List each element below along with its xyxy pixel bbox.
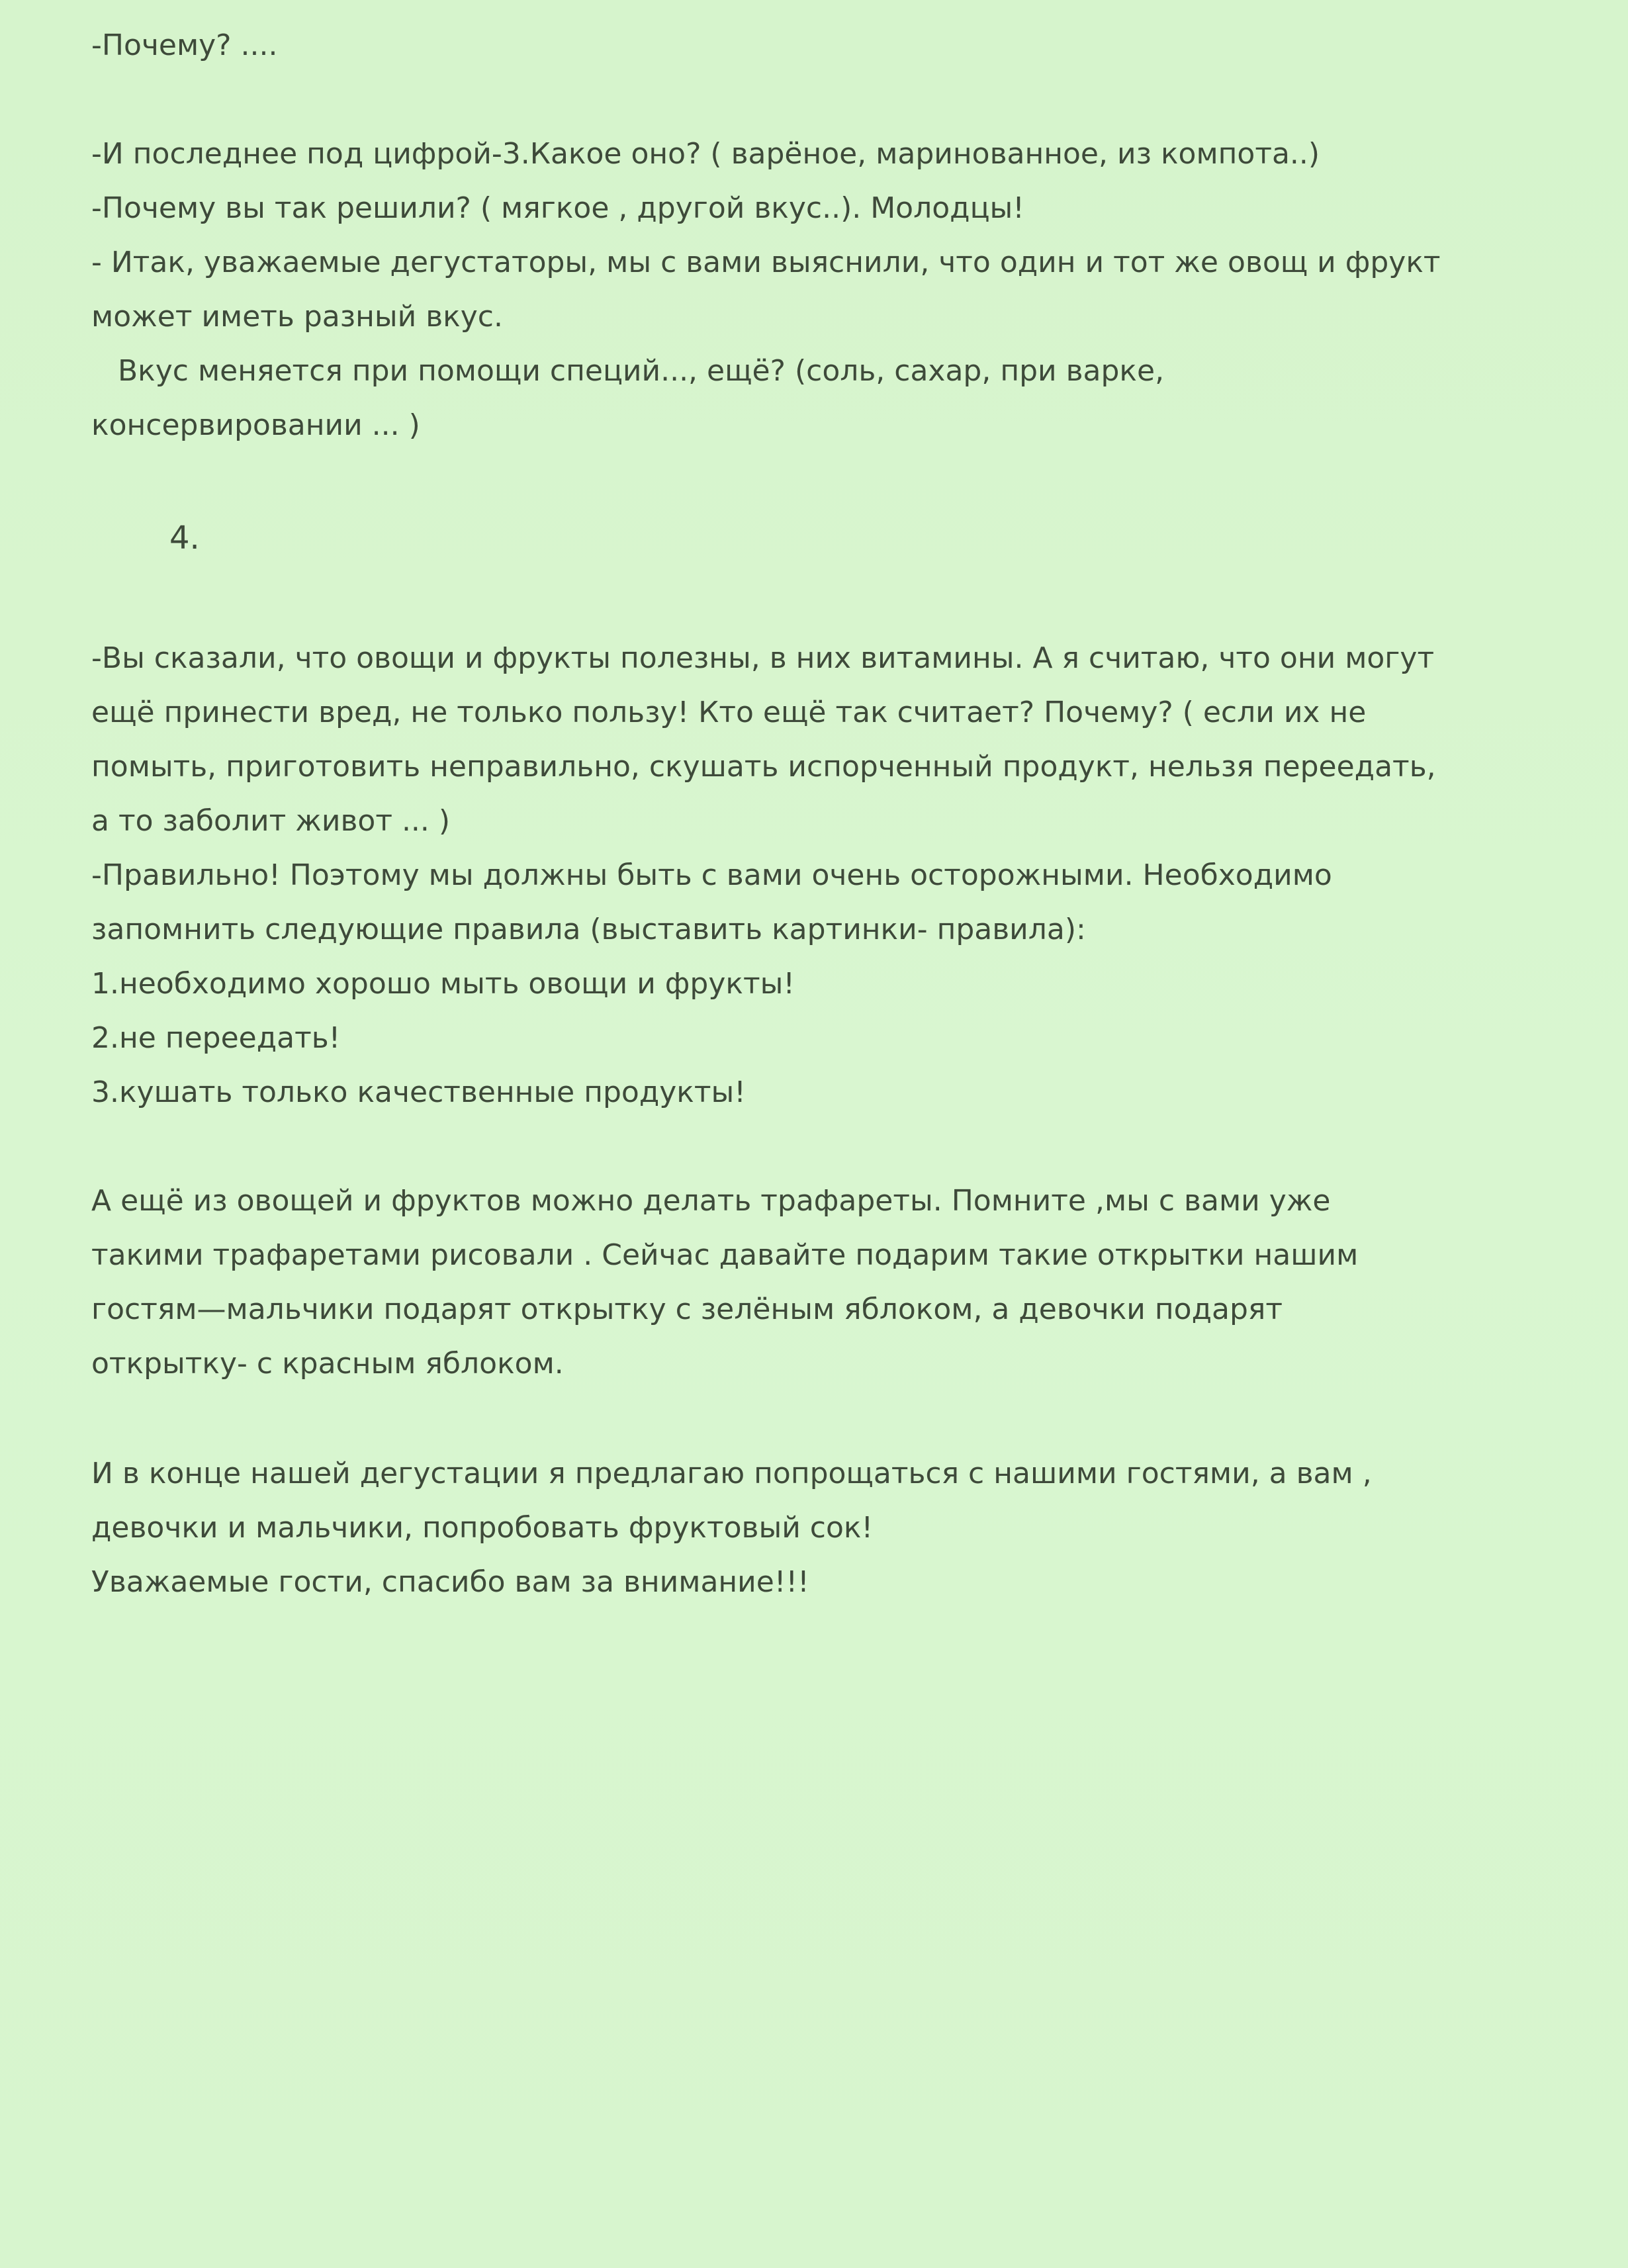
paragraph-line: запомнить следующие правила (выставить картинки- правила):	[91, 913, 1086, 946]
paragraph-line: -И последнее под цифрой-3.Какое оно? ( варёное, маринованное, из компота..)	[91, 137, 1320, 171]
paragraph-line: А ещё из овощей и фруктов можно делать трафареты. Помните ,мы с вами уже	[91, 1184, 1331, 1218]
paragraph-line: а то заболит живот ... )	[91, 804, 451, 838]
paragraph-line: -Почему вы так решили? ( мягкое , другой вкус..). Молодцы!	[91, 191, 1024, 225]
list-item: 3.кушать только качественные продукты!	[91, 1075, 746, 1109]
paragraph-line: Вкус меняется при помощи специй..., ещё? (соль, сахар, при варке,	[118, 354, 1165, 388]
paragraph-line: такими трафаретами рисовали . Сейчас давайте подарим такие открытки нашим	[91, 1238, 1359, 1272]
text-block-3	[91, 1174, 1521, 1391]
paragraph-line: помыть, приготовить неправильно, скушать испорченный продукт, нельзя переедать,	[91, 750, 1436, 784]
paragraph-line: - Итак, уважаемые дегустаторы, мы с вами выяснили, что один и тот же овощ и фрукт	[91, 246, 1441, 279]
text-block-4	[91, 1447, 1521, 1610]
paragraph-line: -Почему? ....	[91, 28, 278, 62]
paragraph-line: может иметь разный вкус.	[91, 300, 503, 334]
paragraph-line: -Вы сказали, что овощи и фрукты полезны, в них витамины. А я считаю, что они могут	[91, 641, 1435, 675]
list-item: 2.не переедать!	[91, 1021, 341, 1055]
paragraph-line: ещё принести вред, не только пользу! Кто ещё так считает? Почему? ( если их не	[91, 696, 1367, 729]
paragraph-line: -Правильно! Поэтому мы должны быть с вами очень осторожными. Необходимо	[91, 858, 1332, 892]
paragraph-line: И в конце нашей дегустации я предлагаю попрощаться с нашими гостями, а вам ,	[91, 1457, 1372, 1490]
paragraph-line: Уважаемые гости, спасибо вам за внимание!!!	[91, 1565, 809, 1599]
list-item: 1.необходимо хорошо мыть овощи и фрукты!	[91, 967, 795, 1001]
paragraph-line: открытку- с красным яблоком.	[91, 1347, 564, 1381]
blank-line	[91, 73, 1521, 127]
text-block-1	[91, 19, 1521, 453]
paragraph-line: консервировании ... )	[91, 408, 420, 442]
text-block-2	[91, 631, 1521, 1120]
paragraph-line: гостям—мальчики подарят открытку с зелёным яблоком, а девочки подарят	[91, 1293, 1283, 1326]
section-number: 4.	[169, 520, 200, 557]
paragraph-line: девочки и мальчики, попробовать фруктовый сок!	[91, 1511, 874, 1545]
